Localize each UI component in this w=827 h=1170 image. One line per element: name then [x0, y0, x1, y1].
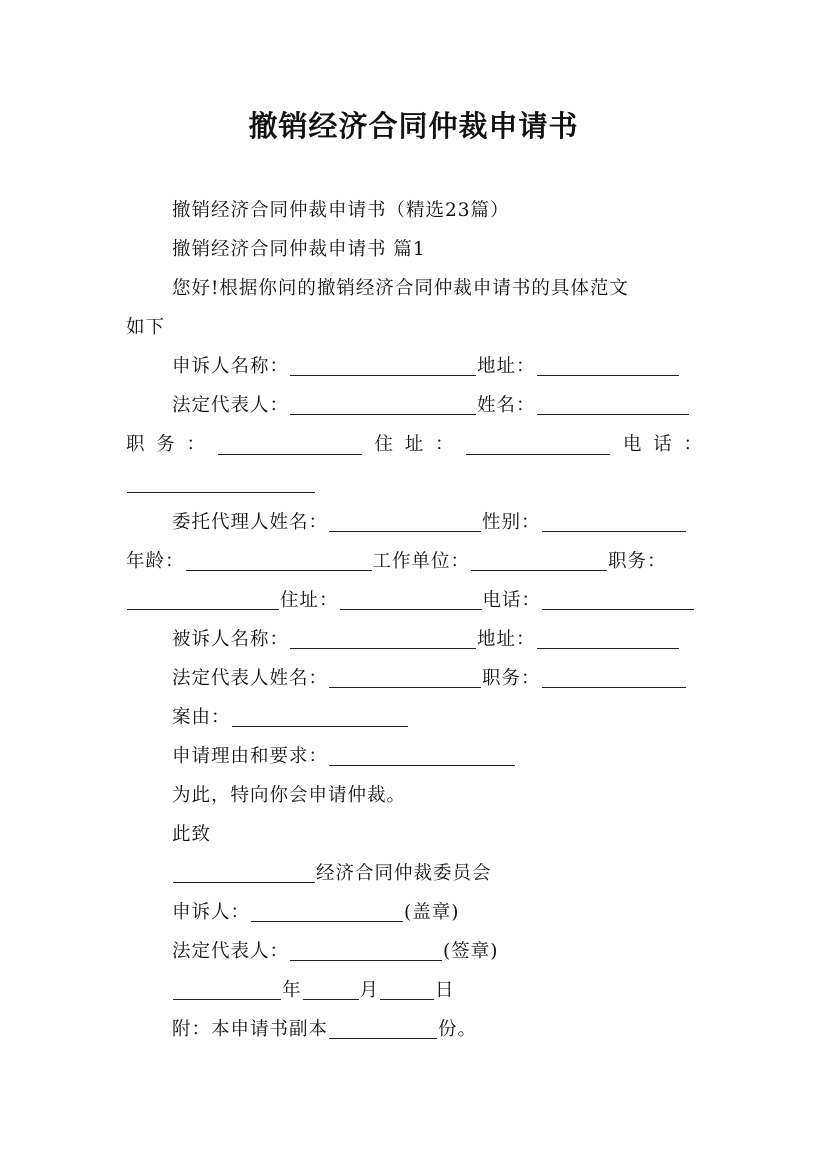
attachment-label: 附：本申请书副本 [172, 1019, 329, 1040]
address-blank[interactable] [537, 357, 679, 376]
case-reason-row [172, 704, 409, 732]
phone-continuation-row [126, 470, 316, 498]
copies-blank[interactable] [329, 1020, 437, 1039]
phone-blank[interactable] [127, 474, 315, 493]
age-blank[interactable] [186, 552, 372, 571]
agent-name-label: 委托代理人姓名： [172, 512, 329, 533]
agent-position-blank[interactable] [127, 591, 279, 610]
name-label: 姓名： [477, 395, 536, 416]
agent-row [172, 509, 687, 537]
respondent-name-label: 被诉人名称： [172, 629, 290, 650]
legal-rep-sign-label: 法定代表人： [172, 941, 290, 962]
complainant-sign-label: 申诉人： [172, 902, 251, 923]
age-label: 年龄： [126, 551, 185, 572]
residence-char-3: ： [434, 434, 454, 455]
work-unit-label: 工作单位： [372, 551, 471, 572]
committee-label: 经济合同仲裁委员会 [316, 863, 492, 884]
respondent-legal-rep-row [172, 665, 687, 693]
intro-line-1: 您好!根据你问的撤销经济合同仲裁申请书的具体范文 [172, 278, 629, 299]
legal-rep-blank[interactable] [290, 396, 476, 415]
agent-position-label: 职务： [608, 551, 667, 572]
phone-char-1: 电 [622, 434, 642, 455]
legal-rep-label: 法定代表人： [172, 395, 290, 416]
year-label: 年 [282, 980, 302, 1001]
address-label: 地址： [477, 356, 536, 377]
position-char-1: 职 [126, 434, 145, 455]
agent-name-blank[interactable] [329, 513, 481, 532]
case-reason-blank[interactable] [232, 708, 408, 727]
legal-rep-sign-row [172, 938, 498, 966]
legal-rep-name-blank[interactable] [329, 669, 481, 688]
complainant-sign-blank[interactable] [251, 903, 403, 922]
date-row [172, 977, 455, 1005]
agent-residence-label: 住址： [280, 590, 339, 611]
salutation: 此致 [172, 824, 212, 845]
document-subtitle: 撤销经济合同仲裁申请书（精选23篇） [172, 200, 510, 221]
month-label: 月 [359, 980, 380, 1001]
respondent-position-label: 职务： [482, 668, 541, 689]
complainant-name-label: 申诉人名称： [172, 356, 290, 377]
position-residence-phone-row [126, 431, 702, 459]
agent-phone-label: 电话： [482, 590, 542, 611]
committee-row [172, 860, 492, 888]
complainant-sign-row [172, 899, 459, 927]
month-blank[interactable] [303, 981, 359, 1000]
respondent-row [172, 626, 680, 654]
agent-residence-blank[interactable] [340, 591, 482, 610]
signature-label: (签章) [443, 941, 499, 962]
respondent-position-blank[interactable] [542, 669, 686, 688]
respondent-address-blank[interactable] [537, 630, 679, 649]
residence-char-1: 住 [374, 434, 393, 455]
residence-phone-row [126, 587, 695, 615]
legal-rep-row [172, 392, 690, 420]
attachment-row [172, 1016, 477, 1044]
legal-rep-sign-blank[interactable] [290, 942, 442, 961]
gender-label: 性别： [482, 512, 541, 533]
day-label: 日 [435, 980, 455, 1001]
section-heading: 撤销经济合同仲裁申请书 篇1 [172, 239, 426, 260]
document-title: 撤销经济合同仲裁申请书 [248, 109, 579, 143]
residence-char-2: 址 [404, 434, 424, 455]
claim-label: 申请理由和要求： [172, 746, 329, 767]
copies-label: 份。 [438, 1019, 478, 1040]
agent-phone-blank[interactable] [542, 591, 694, 610]
seal-label: (盖章) [404, 902, 460, 923]
legal-rep-name-label: 法定代表人姓名： [172, 668, 329, 689]
case-reason-label: 案由： [172, 707, 231, 728]
respondent-name-blank[interactable] [290, 630, 476, 649]
complainant-name-blank[interactable] [290, 357, 476, 376]
phone-char-3: ： [683, 434, 702, 455]
phone-char-2: 话 [653, 434, 672, 455]
residence-blank[interactable] [466, 436, 610, 455]
day-blank[interactable] [380, 981, 434, 1000]
claim-blank[interactable] [329, 747, 515, 766]
position-char-2: 务 [156, 434, 175, 455]
work-unit-blank[interactable] [471, 552, 607, 571]
closing-statement: 为此，特向你会申请仲裁。 [172, 785, 407, 806]
respondent-address-label: 地址： [477, 629, 536, 650]
year-blank[interactable] [173, 981, 281, 1000]
name-blank[interactable] [537, 396, 689, 415]
age-workunit-row [126, 548, 667, 576]
committee-blank[interactable] [173, 864, 315, 883]
intro-line-2: 如下 [126, 317, 166, 338]
complainant-name-row [172, 353, 680, 381]
position-char-3: ： [186, 434, 206, 455]
position-blank[interactable] [218, 436, 362, 455]
claim-row [172, 743, 516, 771]
gender-blank[interactable] [542, 513, 686, 532]
